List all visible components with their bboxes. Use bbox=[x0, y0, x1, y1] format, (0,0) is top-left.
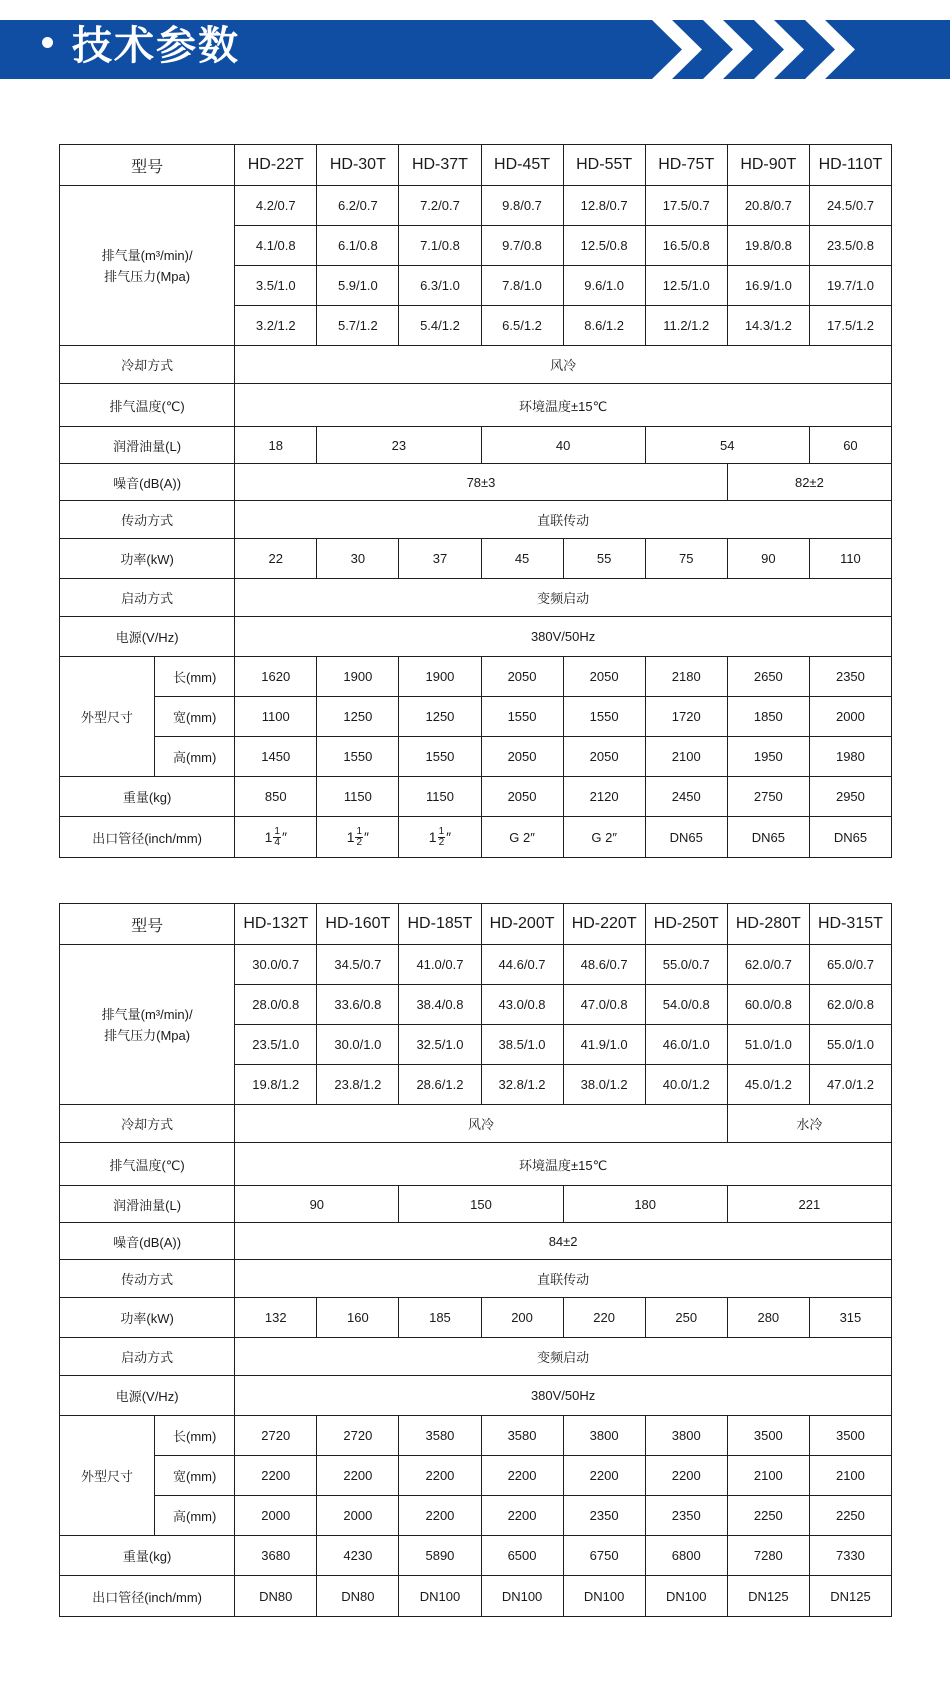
spec-table-2 bbox=[59, 903, 892, 1617]
airflow-value: 7.1/0.8 bbox=[399, 226, 481, 266]
airflow-value: 43.0/0.8 bbox=[481, 985, 563, 1025]
fraction-whole: 1 bbox=[346, 829, 355, 845]
dimension-width-value: 2100 bbox=[727, 1456, 809, 1496]
drive-method-label: 传动方式 bbox=[60, 1260, 235, 1298]
dimension-width-value: 1250 bbox=[317, 697, 399, 737]
table-row bbox=[60, 1223, 892, 1260]
power-value: 185 bbox=[399, 1298, 481, 1338]
airflow-value: 44.6/0.7 bbox=[481, 945, 563, 985]
airflow-value: 12.5/0.8 bbox=[563, 226, 645, 266]
dimensions-label: 外型尺寸 bbox=[60, 1416, 155, 1536]
dimension-width-value: 2200 bbox=[563, 1456, 645, 1496]
outlet-size-value: DN65 bbox=[809, 817, 891, 858]
outlet-size-value: DN80 bbox=[317, 1576, 399, 1617]
mixed-fraction bbox=[347, 827, 369, 848]
weight-value: 6800 bbox=[645, 1536, 727, 1576]
table-row bbox=[60, 186, 892, 226]
airflow-value: 12.8/0.7 bbox=[563, 186, 645, 226]
airflow-value: 62.0/0.8 bbox=[809, 985, 891, 1025]
table-row bbox=[60, 945, 892, 985]
outlet-size-value: DN80 bbox=[235, 1576, 317, 1617]
table-row bbox=[60, 1536, 892, 1576]
dimension-width-value: 2200 bbox=[399, 1456, 481, 1496]
start-method-value: 变频启动 bbox=[235, 1338, 892, 1376]
airflow-value: 12.5/1.0 bbox=[645, 266, 727, 306]
start-method-value: 变频启动 bbox=[235, 579, 892, 617]
airflow-value: 38.5/1.0 bbox=[481, 1025, 563, 1065]
airflow-value: 24.5/0.7 bbox=[809, 186, 891, 226]
weight-value: 3680 bbox=[235, 1536, 317, 1576]
dimension-length-value: 1620 bbox=[235, 657, 317, 697]
airflow-label-line1: 排气量(m³/min)/ bbox=[101, 1006, 193, 1022]
oil-capacity-value: 40 bbox=[481, 427, 645, 464]
model-name: HD-132T bbox=[235, 904, 317, 945]
airflow-value: 54.0/0.8 bbox=[645, 985, 727, 1025]
start-method-label: 启动方式 bbox=[60, 1338, 235, 1376]
table-row bbox=[60, 427, 892, 464]
airflow-value: 28.6/1.2 bbox=[399, 1065, 481, 1105]
mixed-fraction bbox=[265, 827, 287, 848]
table-row bbox=[60, 145, 892, 186]
airflow-value: 23.5/1.0 bbox=[235, 1025, 317, 1065]
airflow-value: 33.6/0.8 bbox=[317, 985, 399, 1025]
airflow-value: 8.6/1.2 bbox=[563, 306, 645, 346]
dimension-height-value: 2200 bbox=[481, 1496, 563, 1536]
dimension-width-label: 宽(mm) bbox=[155, 697, 235, 737]
dimension-height-value: 2100 bbox=[645, 737, 727, 777]
power-value: 30 bbox=[317, 539, 399, 579]
model-header: 型号 bbox=[60, 904, 235, 945]
dimension-length-value: 2350 bbox=[809, 657, 891, 697]
fraction-numerator: 1 bbox=[274, 825, 280, 837]
dimension-length-value: 2650 bbox=[727, 657, 809, 697]
weight-value: 1150 bbox=[317, 777, 399, 817]
airflow-label-line2: 排气压力(Mpa) bbox=[104, 268, 191, 284]
airflow-value: 4.2/0.7 bbox=[235, 186, 317, 226]
table-row bbox=[60, 1416, 892, 1456]
table-row bbox=[60, 657, 892, 697]
weight-value: 6750 bbox=[563, 1536, 645, 1576]
header-banner bbox=[0, 0, 950, 79]
drive-method-value: 直联传动 bbox=[235, 1260, 892, 1298]
table-row bbox=[60, 464, 892, 501]
dimension-width-value: 1100 bbox=[235, 697, 317, 737]
dimension-length-value: 3580 bbox=[481, 1416, 563, 1456]
dimension-length-value: 1900 bbox=[317, 657, 399, 697]
weight-value: 2120 bbox=[563, 777, 645, 817]
outlet-size-value: DN65 bbox=[727, 817, 809, 858]
table-row bbox=[60, 1298, 892, 1338]
cooling-method-value: 风冷 bbox=[235, 1105, 728, 1143]
fraction bbox=[355, 827, 363, 848]
dimension-height-value: 2250 bbox=[809, 1496, 891, 1536]
outlet-size-value: DN125 bbox=[727, 1576, 809, 1617]
airflow-value: 32.8/1.2 bbox=[481, 1065, 563, 1105]
model-name: HD-45T bbox=[481, 145, 563, 186]
airflow-value: 46.0/1.0 bbox=[645, 1025, 727, 1065]
start-method-label: 启动方式 bbox=[60, 579, 235, 617]
table-row bbox=[60, 579, 892, 617]
airflow-pressure-label bbox=[60, 945, 235, 1105]
table-row bbox=[60, 501, 892, 539]
oil-capacity-value: 54 bbox=[645, 427, 809, 464]
outlet-size-value: DN65 bbox=[645, 817, 727, 858]
airflow-value: 6.1/0.8 bbox=[317, 226, 399, 266]
weight-value: 7280 bbox=[727, 1536, 809, 1576]
airflow-value: 23.8/1.2 bbox=[317, 1065, 399, 1105]
dimension-height-value: 2200 bbox=[399, 1496, 481, 1536]
model-name: HD-30T bbox=[317, 145, 399, 186]
airflow-value: 62.0/0.7 bbox=[727, 945, 809, 985]
fraction-numerator: 1 bbox=[356, 825, 363, 837]
dimension-height-value: 2050 bbox=[563, 737, 645, 777]
airflow-value: 60.0/0.8 bbox=[727, 985, 809, 1025]
oil-capacity-value: 180 bbox=[563, 1186, 727, 1223]
power-value: 55 bbox=[563, 539, 645, 579]
weight-value: 2050 bbox=[481, 777, 563, 817]
airflow-value: 6.5/1.2 bbox=[481, 306, 563, 346]
outlet-size-value bbox=[235, 817, 317, 858]
power-value: 200 bbox=[481, 1298, 563, 1338]
power-value: 37 bbox=[399, 539, 481, 579]
airflow-value: 38.0/1.2 bbox=[563, 1065, 645, 1105]
dimension-width-value: 1250 bbox=[399, 697, 481, 737]
model-name: HD-22T bbox=[235, 145, 317, 186]
power-value: 220 bbox=[563, 1298, 645, 1338]
airflow-value: 32.5/1.0 bbox=[399, 1025, 481, 1065]
model-name: HD-110T bbox=[809, 145, 891, 186]
outlet-size-value: G 2″ bbox=[563, 817, 645, 858]
oil-capacity-value: 221 bbox=[727, 1186, 891, 1223]
table-row bbox=[60, 1338, 892, 1376]
oil-capacity-value: 90 bbox=[235, 1186, 399, 1223]
table-row bbox=[60, 1496, 892, 1536]
power-supply-value: 380V/50Hz bbox=[235, 1376, 892, 1416]
weight-value: 2950 bbox=[809, 777, 891, 817]
model-name: HD-250T bbox=[645, 904, 727, 945]
weight-value: 850 bbox=[235, 777, 317, 817]
airflow-value: 11.2/1.2 bbox=[645, 306, 727, 346]
oil-capacity-value: 60 bbox=[809, 427, 891, 464]
table-row bbox=[60, 539, 892, 579]
model-name: HD-75T bbox=[645, 145, 727, 186]
oil-capacity-label: 润滑油量(L) bbox=[60, 427, 235, 464]
table-row bbox=[60, 1456, 892, 1496]
fraction-denominator: 4 bbox=[274, 836, 280, 848]
model-name: HD-37T bbox=[399, 145, 481, 186]
airflow-value: 6.2/0.7 bbox=[317, 186, 399, 226]
oil-capacity-label: 润滑油量(L) bbox=[60, 1186, 235, 1223]
dimension-length-value: 3800 bbox=[645, 1416, 727, 1456]
airflow-value: 40.0/1.2 bbox=[645, 1065, 727, 1105]
dimension-length-value: 1900 bbox=[399, 657, 481, 697]
fraction-denominator: 2 bbox=[438, 836, 445, 848]
airflow-value: 9.6/1.0 bbox=[563, 266, 645, 306]
dimension-length-label: 长(mm) bbox=[155, 657, 235, 697]
discharge-temp-label: 排气温度(℃) bbox=[60, 1143, 235, 1186]
dimension-height-value: 2350 bbox=[645, 1496, 727, 1536]
drive-method-value: 直联传动 bbox=[235, 501, 892, 539]
airflow-value: 20.8/0.7 bbox=[727, 186, 809, 226]
table-row bbox=[60, 384, 892, 427]
dimension-height-label: 高(mm) bbox=[155, 737, 235, 777]
fraction bbox=[273, 827, 281, 848]
dimension-width-value: 2200 bbox=[235, 1456, 317, 1496]
airflow-value: 3.5/1.0 bbox=[235, 266, 317, 306]
airflow-value: 55.0/0.7 bbox=[645, 945, 727, 985]
dimension-length-label: 长(mm) bbox=[155, 1416, 235, 1456]
model-name: HD-90T bbox=[727, 145, 809, 186]
fraction-numerator: 1 bbox=[438, 825, 445, 837]
dimension-width-value: 2100 bbox=[809, 1456, 891, 1496]
table-row bbox=[60, 777, 892, 817]
airflow-value: 6.3/1.0 bbox=[399, 266, 481, 306]
outlet-size-label: 出口管径(inch/mm) bbox=[60, 817, 235, 858]
page-title: 技术参数 bbox=[72, 23, 240, 69]
dimension-length-value: 2050 bbox=[481, 657, 563, 697]
inch-mark: ″ bbox=[281, 829, 287, 845]
airflow-value: 17.5/0.7 bbox=[645, 186, 727, 226]
dimension-length-value: 3580 bbox=[399, 1416, 481, 1456]
table-row bbox=[60, 1186, 892, 1223]
dimension-length-value: 2720 bbox=[235, 1416, 317, 1456]
outlet-size-value bbox=[399, 817, 481, 858]
noise-value: 82±2 bbox=[727, 464, 891, 501]
power-value: 315 bbox=[809, 1298, 891, 1338]
fraction-denominator: 2 bbox=[356, 836, 363, 848]
mixed-fraction bbox=[429, 827, 451, 848]
power-label: 功率(kW) bbox=[60, 539, 235, 579]
outlet-size-value: G 2″ bbox=[481, 817, 563, 858]
weight-value: 7330 bbox=[809, 1536, 891, 1576]
power-value: 280 bbox=[727, 1298, 809, 1338]
airflow-value: 5.7/1.2 bbox=[317, 306, 399, 346]
fraction-whole: 1 bbox=[264, 829, 273, 845]
dimension-width-value: 2200 bbox=[645, 1456, 727, 1496]
airflow-value: 41.0/0.7 bbox=[399, 945, 481, 985]
dimension-height-value: 1980 bbox=[809, 737, 891, 777]
model-name: HD-185T bbox=[399, 904, 481, 945]
airflow-value: 9.8/0.7 bbox=[481, 186, 563, 226]
dimension-width-label: 宽(mm) bbox=[155, 1456, 235, 1496]
airflow-value: 28.0/0.8 bbox=[235, 985, 317, 1025]
airflow-value: 48.6/0.7 bbox=[563, 945, 645, 985]
airflow-value: 19.7/1.0 bbox=[809, 266, 891, 306]
airflow-value: 7.8/1.0 bbox=[481, 266, 563, 306]
outlet-size-label: 出口管径(inch/mm) bbox=[60, 1576, 235, 1617]
table-row bbox=[60, 697, 892, 737]
airflow-value: 3.2/1.2 bbox=[235, 306, 317, 346]
table-row bbox=[60, 346, 892, 384]
dimension-height-value: 1950 bbox=[727, 737, 809, 777]
airflow-value: 23.5/0.8 bbox=[809, 226, 891, 266]
noise-label: 噪音(dB(A)) bbox=[60, 464, 235, 501]
model-name: HD-280T bbox=[727, 904, 809, 945]
power-value: 250 bbox=[645, 1298, 727, 1338]
power-value: 22 bbox=[235, 539, 317, 579]
weight-value: 2750 bbox=[727, 777, 809, 817]
power-value: 132 bbox=[235, 1298, 317, 1338]
table-row bbox=[60, 1376, 892, 1416]
airflow-value: 47.0/0.8 bbox=[563, 985, 645, 1025]
airflow-value: 5.4/1.2 bbox=[399, 306, 481, 346]
airflow-value: 51.0/1.0 bbox=[727, 1025, 809, 1065]
oil-capacity-value: 18 bbox=[235, 427, 317, 464]
airflow-value: 34.5/0.7 bbox=[317, 945, 399, 985]
outlet-size-value: DN100 bbox=[481, 1576, 563, 1617]
airflow-value: 16.9/1.0 bbox=[727, 266, 809, 306]
outlet-size-value: DN125 bbox=[809, 1576, 891, 1617]
outlet-size-value: DN100 bbox=[563, 1576, 645, 1617]
dimension-length-value: 3800 bbox=[563, 1416, 645, 1456]
power-value: 45 bbox=[481, 539, 563, 579]
airflow-value: 55.0/1.0 bbox=[809, 1025, 891, 1065]
table-row bbox=[60, 1260, 892, 1298]
model-name: HD-55T bbox=[563, 145, 645, 186]
dimensions-label: 外型尺寸 bbox=[60, 657, 155, 777]
model-name: HD-220T bbox=[563, 904, 645, 945]
dimension-height-label: 高(mm) bbox=[155, 1496, 235, 1536]
airflow-pressure-label bbox=[60, 186, 235, 346]
table-row bbox=[60, 737, 892, 777]
airflow-value: 19.8/0.8 bbox=[727, 226, 809, 266]
power-label: 功率(kW) bbox=[60, 1298, 235, 1338]
airflow-value: 9.7/0.8 bbox=[481, 226, 563, 266]
noise-value: 84±2 bbox=[235, 1223, 892, 1260]
dimension-width-value: 1550 bbox=[563, 697, 645, 737]
dimension-height-value: 2000 bbox=[235, 1496, 317, 1536]
fraction bbox=[438, 827, 446, 848]
table-row bbox=[60, 1143, 892, 1186]
power-supply-label: 电源(V/Hz) bbox=[60, 1376, 235, 1416]
cooling-method-label: 冷却方式 bbox=[60, 346, 235, 384]
noise-label: 噪音(dB(A)) bbox=[60, 1223, 235, 1260]
dimension-length-value: 2180 bbox=[645, 657, 727, 697]
table-row bbox=[60, 904, 892, 945]
inch-mark: ″ bbox=[364, 829, 370, 845]
outlet-size-value: DN100 bbox=[399, 1576, 481, 1617]
dimension-height-value: 2350 bbox=[563, 1496, 645, 1536]
airflow-label-line2: 排气压力(Mpa) bbox=[104, 1027, 191, 1043]
dimension-height-value: 1550 bbox=[317, 737, 399, 777]
power-supply-value: 380V/50Hz bbox=[235, 617, 892, 657]
cooling-method-label: 冷却方式 bbox=[60, 1105, 235, 1143]
cooling-method-value: 风冷 bbox=[235, 346, 892, 384]
cooling-method-value: 水冷 bbox=[727, 1105, 891, 1143]
dimension-width-value: 1720 bbox=[645, 697, 727, 737]
table-row bbox=[60, 1576, 892, 1617]
dimension-height-value: 2050 bbox=[481, 737, 563, 777]
dimension-width-value: 1550 bbox=[481, 697, 563, 737]
airflow-value: 17.5/1.2 bbox=[809, 306, 891, 346]
table-row bbox=[60, 1105, 892, 1143]
model-name: HD-315T bbox=[809, 904, 891, 945]
inch-mark: ″ bbox=[446, 829, 452, 845]
oil-capacity-value: 150 bbox=[399, 1186, 563, 1223]
weight-value: 4230 bbox=[317, 1536, 399, 1576]
airflow-value: 14.3/1.2 bbox=[727, 306, 809, 346]
discharge-temp-label: 排气温度(℃) bbox=[60, 384, 235, 427]
dimension-height-value: 1550 bbox=[399, 737, 481, 777]
airflow-value: 47.0/1.2 bbox=[809, 1065, 891, 1105]
weight-value: 6500 bbox=[481, 1536, 563, 1576]
dimension-width-value: 2200 bbox=[481, 1456, 563, 1496]
dimension-length-value: 2720 bbox=[317, 1416, 399, 1456]
weight-value: 2450 bbox=[645, 777, 727, 817]
airflow-value: 65.0/0.7 bbox=[809, 945, 891, 985]
model-name: HD-160T bbox=[317, 904, 399, 945]
airflow-value: 30.0/0.7 bbox=[235, 945, 317, 985]
drive-method-label: 传动方式 bbox=[60, 501, 235, 539]
airflow-value: 7.2/0.7 bbox=[399, 186, 481, 226]
airflow-label-line1: 排气量(m³/min)/ bbox=[101, 247, 193, 263]
power-supply-label: 电源(V/Hz) bbox=[60, 617, 235, 657]
dimension-width-value: 1850 bbox=[727, 697, 809, 737]
noise-value: 78±3 bbox=[235, 464, 728, 501]
oil-capacity-value: 23 bbox=[317, 427, 481, 464]
dimension-length-value: 3500 bbox=[727, 1416, 809, 1456]
table-row bbox=[60, 817, 892, 858]
outlet-size-value bbox=[317, 817, 399, 858]
fraction-whole: 1 bbox=[428, 829, 437, 845]
discharge-temp-value: 环境温度±15℃ bbox=[235, 1143, 892, 1186]
dimension-height-value: 1450 bbox=[235, 737, 317, 777]
power-value: 75 bbox=[645, 539, 727, 579]
power-value: 110 bbox=[809, 539, 891, 579]
dimension-height-value: 2250 bbox=[727, 1496, 809, 1536]
airflow-value: 30.0/1.0 bbox=[317, 1025, 399, 1065]
airflow-value: 45.0/1.2 bbox=[727, 1065, 809, 1105]
airflow-value: 19.8/1.2 bbox=[235, 1065, 317, 1105]
airflow-value: 4.1/0.8 bbox=[235, 226, 317, 266]
dimension-width-value: 2000 bbox=[809, 697, 891, 737]
dimension-length-value: 3500 bbox=[809, 1416, 891, 1456]
weight-label: 重量(kg) bbox=[60, 1536, 235, 1576]
weight-value: 1150 bbox=[399, 777, 481, 817]
dimension-width-value: 2200 bbox=[317, 1456, 399, 1496]
model-name: HD-200T bbox=[481, 904, 563, 945]
airflow-value: 5.9/1.0 bbox=[317, 266, 399, 306]
airflow-value: 16.5/0.8 bbox=[645, 226, 727, 266]
dimension-length-value: 2050 bbox=[563, 657, 645, 697]
power-value: 90 bbox=[727, 539, 809, 579]
airflow-value: 38.4/0.8 bbox=[399, 985, 481, 1025]
airflow-value: 41.9/1.0 bbox=[563, 1025, 645, 1065]
power-value: 160 bbox=[317, 1298, 399, 1338]
bullet-dot-icon bbox=[42, 37, 53, 48]
weight-label: 重量(kg) bbox=[60, 777, 235, 817]
table-row bbox=[60, 617, 892, 657]
outlet-size-value: DN100 bbox=[645, 1576, 727, 1617]
model-header: 型号 bbox=[60, 145, 235, 186]
discharge-temp-value: 环境温度±15℃ bbox=[235, 384, 892, 427]
dimension-height-value: 2000 bbox=[317, 1496, 399, 1536]
weight-value: 5890 bbox=[399, 1536, 481, 1576]
spec-table-1 bbox=[59, 144, 892, 858]
